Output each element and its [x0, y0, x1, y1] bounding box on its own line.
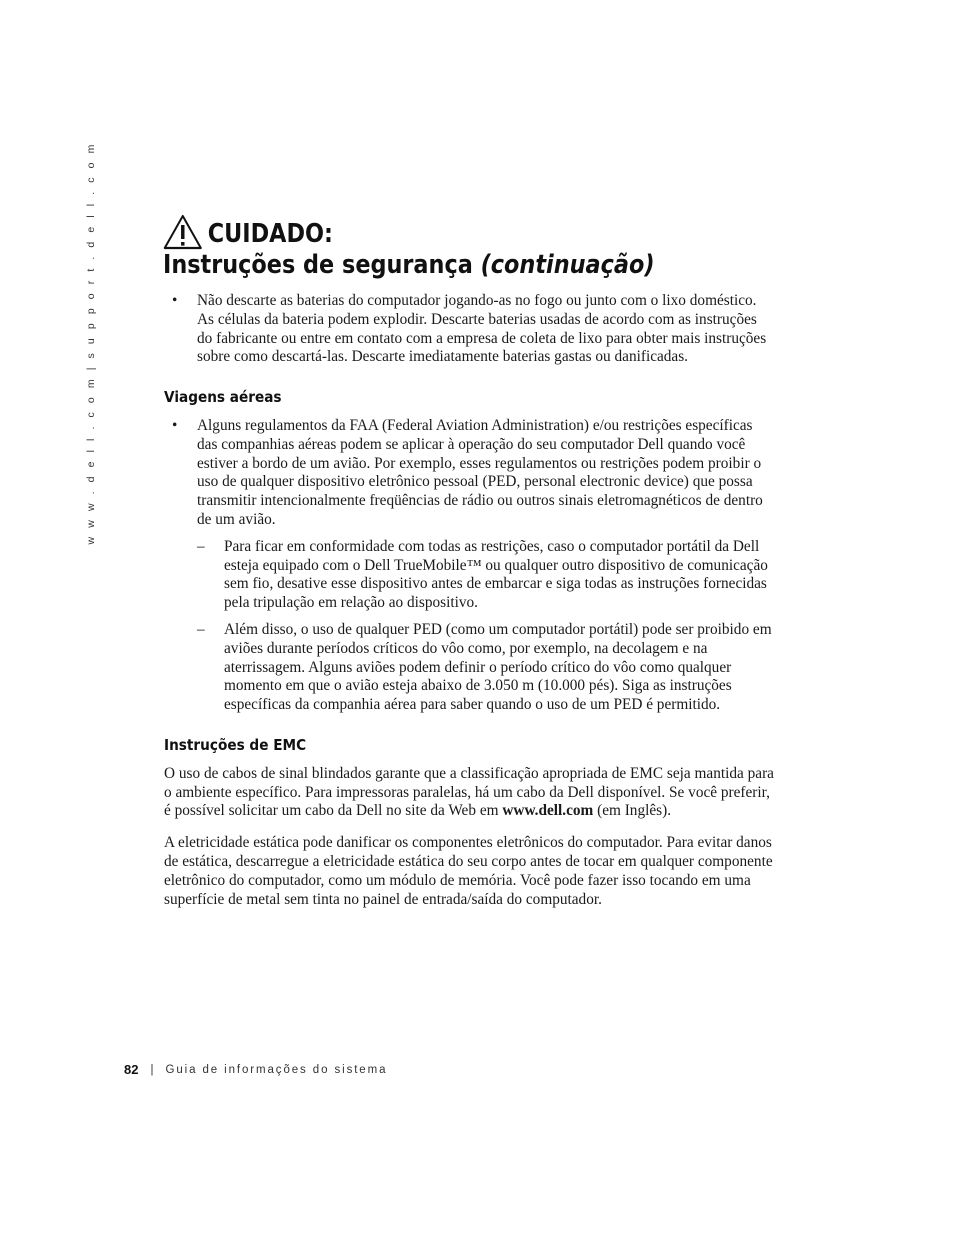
emc-text-after-link: (em Inglês).	[593, 802, 672, 820]
dash-text: Além disso, o uso de qualquer PED (como um computador portátil) pode ser proibido em aviões durante períodos críticos do vôo como, por exemplo, na decolagem e na aterrissagem. Alguns aviões podem definir o período crítico do vôo como qualquer momento em que o avião esteja abaixo de 3.050 m (10.000 pés). Siga as instruções específicas da companhia aérea para saber quando o uso de um PED é permitido.	[224, 620, 772, 714]
warning-triangle-icon	[163, 214, 203, 250]
side-url-text: w w w . d e l l . c o m | s u p p o r t . d e l l . c o m	[85, 141, 97, 544]
dash-item-wireless	[164, 538, 774, 613]
dash-item-critical-periods	[164, 621, 774, 715]
page-heading	[163, 218, 696, 280]
bullet-faa-regulations	[164, 417, 774, 530]
bullet-mark: •	[172, 292, 178, 309]
heading-line-title	[163, 250, 696, 280]
page-content	[164, 292, 774, 909]
paragraph-static-electricity: A eletricidade estática pode danificar os componentes eletrônicos do computador. Para evitar danos de estática, descarregue a eletricidade estática do seu corpo antes de tocar em qualquer componente eletrônico do computador, como um módulo de memória. Você pode fazer isso tocando em uma superfície de metal sem tinta no painel de entrada/saída do computador.	[164, 834, 773, 908]
paragraph-emc-cables	[164, 765, 774, 821]
heading-caution-label: CUIDADO:	[207, 219, 333, 249]
heading-title-italic: (continuação)	[480, 250, 655, 280]
section-title-emc: Instruções de EMC	[164, 735, 307, 754]
bullet-text: Não descarte as baterias do computador jogando-as no fogo ou junto com o lixo doméstico. As células da bateria podem explodir. Descarte baterias usadas de acordo com as instruções do fabricante ou entre em contato com a empresa de coleta de lixo para obter mais instruções sobre como descartá-las. Descarte imediatamente baterias gastas ou danificadas.	[197, 292, 767, 366]
dash-mark: –	[197, 537, 205, 555]
side-url-vertical	[80, 141, 102, 544]
guide-title: Guia de informações do sistema	[165, 1063, 388, 1076]
section-title-air-travel: Viagens aéreas	[164, 388, 282, 407]
heading-line-caution	[163, 218, 696, 250]
heading-title-plain: Instruções de segurança	[163, 250, 481, 280]
bullet-text: Alguns regulamentos da FAA (Federal Aviation Administration) e/ou restrições específicas das companhias aéreas podem se aplicar à operação do seu computador Dell quando você estiver a bordo de um avião. Por exemplo, esses regulamentos ou restrições podem proibir o uso de qualquer dispositivo eletrônico pessoal (PED, personal electronic device) que possa transmitir intencionalmente freqüências de rádio ou outros sinais eletromagnéticos de dentro de um avião.	[197, 416, 763, 528]
footer-separator: |	[150, 1063, 154, 1076]
page-footer	[124, 1062, 387, 1077]
bullet-mark: •	[172, 416, 178, 434]
bullet-battery-disposal	[164, 292, 774, 367]
dash-mark: –	[197, 620, 205, 638]
emc-text-before-link: O uso de cabos de sinal blindados garante que a classificação apropriada de EMC seja mantida para o ambiente específico. Para impressoras paralelas, há um cabo da Dell disponível. Se você preferir, é possível solicitar um cabo da Dell no site da Web em	[164, 764, 774, 820]
dell-website-link[interactable]: www.dell.com	[502, 802, 594, 820]
page-number: 82	[124, 1062, 139, 1077]
dash-text: Para ficar em conformidade com todas as restrições, caso o computador portátil da Dell esteja equipado com o Dell TrueMobile™ ou qualquer outro dispositivo de comunicação sem fio, desative esse dispositivo antes de embarcar e siga todas as instruções fornecidas pela tripulação em relação ao dispositivo.	[224, 537, 768, 612]
